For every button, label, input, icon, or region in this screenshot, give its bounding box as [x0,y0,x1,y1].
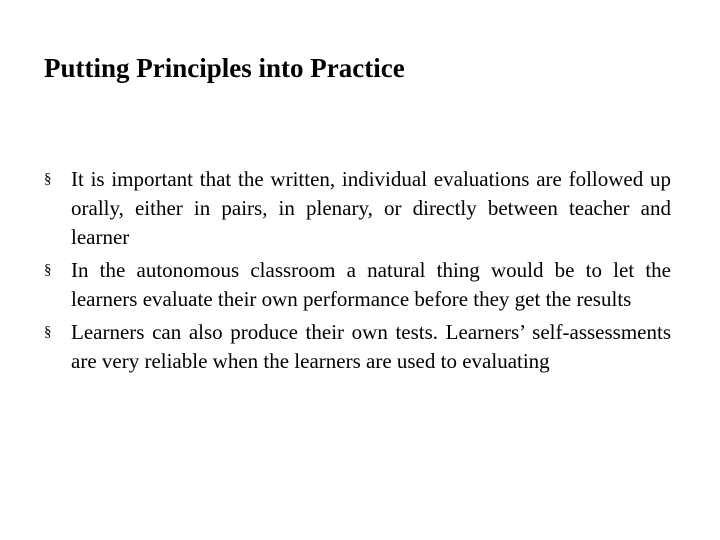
bullet-marker-icon: § [44,262,52,278]
bullet-marker-icon: § [44,324,52,340]
bullet-item [44,165,671,252]
bullet-item [44,318,671,376]
bullet-text: Learners can also produce their own tests. Learners’ self-assessments are very reliable when the learners are used to evaluating [71,320,671,373]
slide-title: Putting Principles into Practice [44,53,405,83]
bullet-list [44,165,671,380]
bullet-text: In the autonomous classroom a natural thing would be to let the learners evaluate their own performance before they get the results [71,258,671,311]
bullet-marker-icon: § [44,171,52,187]
bullet-text: It is important that the written, individual evaluations are followed up orally, either in pairs, in plenary, or directly between teacher and learner [71,167,671,249]
bullet-item [44,256,671,314]
